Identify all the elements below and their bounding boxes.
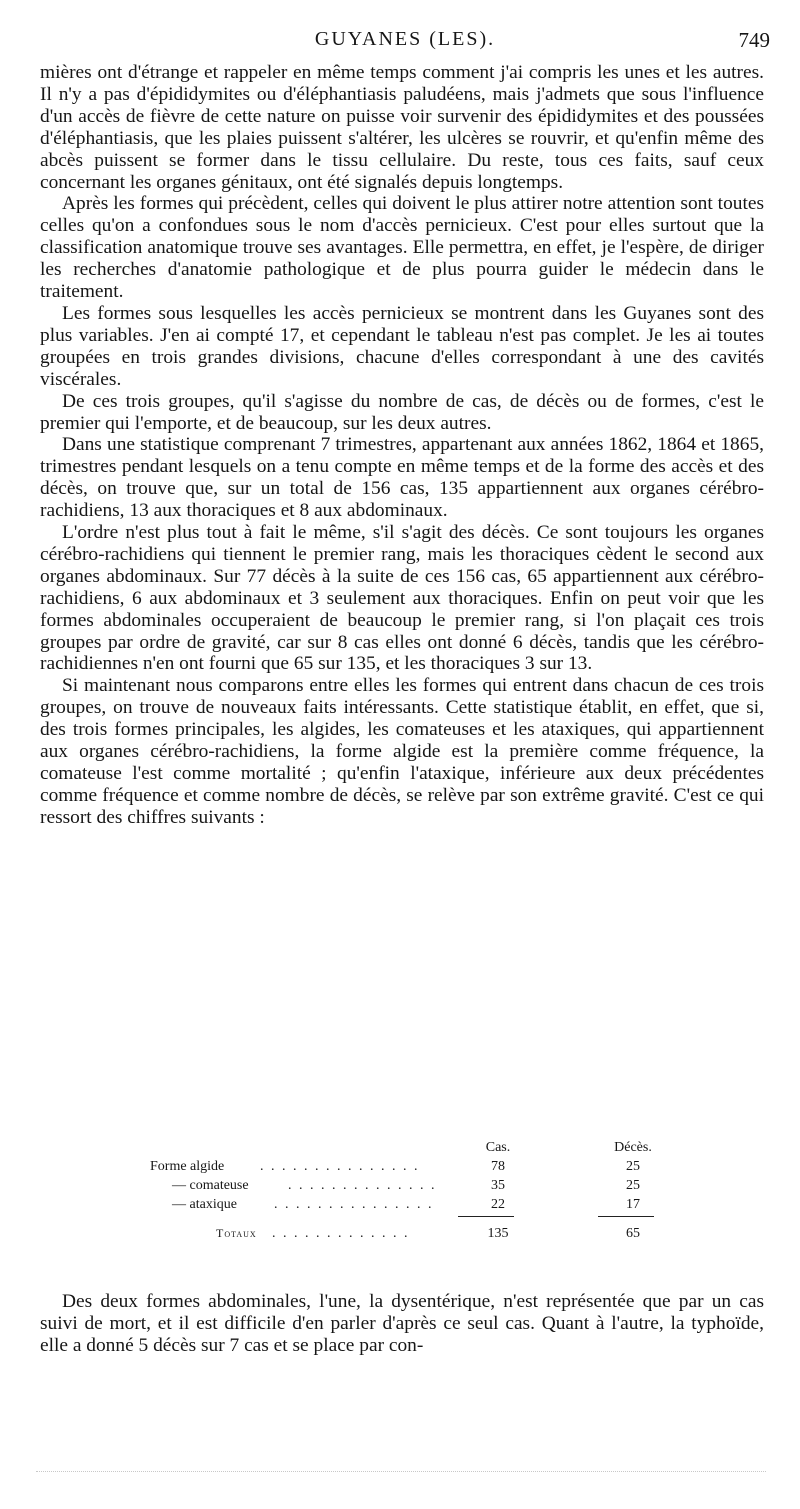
bleed-through-line xyxy=(36,1471,766,1475)
paragraph-guyanes-forms: Les formes sous lesquelles les accès pernicieux se montrent dans les Guyanes sont des plus variables. J'en ai compté 17, et cependant le tableau n'est pas complet. Je les ai toutes groupées en trois grandes divisions, chacune d'elles correspondant à une des cavités viscérales. xyxy=(40,302,764,390)
closing-text xyxy=(40,1291,764,1357)
paragraph-pernicious-forms: Après les formes qui précèdent, celles qui doivent le plus attirer notre attention sont toutes celles qu'on a confondues sous le nom d'accès pernicieux. C'est pour elles surtout que la classification anatomique trouve ses avantages. Elle permettra, en effet, je l'espère, de diriger les recherches d'anatomie pathologique et de plus pourra guider le médecin dans le traitement. xyxy=(40,193,764,303)
paragraph-three-groups: De ces trois groupes, qu'il s'agisse du nombre de cas, de décès ou de formes, c'est le premier qui l'emporte, et de beaucoup, sur les deux autres. xyxy=(40,390,764,434)
cell-total-cas: 135 xyxy=(487,1226,509,1241)
body-text xyxy=(40,62,764,829)
paragraph-statistics: Dans une statistique comprenant 7 trimestres, appartenant aux années 1862, 1864 et 1865, trimestres pendant lesquels on a tenu compte en même temps et de la forme des accès et des décès, on trouve que, sur un total de 156 cas, 135 appartiennent aux organes cérébro-rachidiens, 13 aux thoraciques et 8 aux abdominaux. xyxy=(40,434,764,522)
column-header-cas: Cas. xyxy=(485,1140,511,1155)
table-row xyxy=(150,1159,680,1178)
total-label: Totaux xyxy=(216,1226,257,1240)
leader-dots: . . . . . . . . . . . . . . . xyxy=(274,1197,434,1212)
cell-cas: 78 xyxy=(491,1159,505,1174)
paragraph-continuation: mières ont d'étrange et rappeler en même temps comment j'ai compris les unes et les autres. Il n'y a pas d'épididymites ou d'éléphantiasis paludéens, mais j'admets que sous l'influence d'un accès de fièvre de cette nature on puisse voir survenir des épididymites et des poussées d'éléphantiasis, que les plaies puissent s'altérer, les ulcères se rouvrir, et qu'enfin même des abcès puissent se former dans le tissu cellulaire. Du reste, tous ces faits, sauf ceux concernant les organes génitaux, ont été signalés depuis longtemps. xyxy=(40,62,764,193)
table-rule-row xyxy=(150,1216,680,1226)
row-label: — comateuse xyxy=(172,1178,249,1193)
row-label: — ataxique xyxy=(172,1197,237,1212)
total-rule-deces xyxy=(598,1216,654,1217)
page-number: 749 xyxy=(738,28,770,52)
page-header xyxy=(40,28,770,58)
paragraph-abdominal-forms: Des deux formes abdominales, l'une, la dysentérique, n'est représentée que par un cas suivi de mort, et il est difficile d'en parler d'après ce seul cas. Quant à l'autre, la typhoïde, elle a donné 5 décès sur 7 cas et se place par con- xyxy=(40,1291,764,1356)
paragraph-forms-comparison: Si maintenant nous comparons entre elles les formes qui entrent dans chacun de ces trois groupes, on trouve de nouveaux faits intéressants. Cette statistique établit, en effet, que si, des trois formes principales, les algides, les comateuses et les ataxiques, qui appartiennent aux organes cérébro-rachidiens, la forme algide est la première comme fréquence, la comateuse l'est comme mortalité ; qu'enfin l'ataxique, inférieure aux deux précédentes comme fréquence et comme nombre de décès, se relève par son extrême gravité. C'est ce qui ressort des chiffres suivants : xyxy=(40,675,764,828)
cell-deces: 17 xyxy=(626,1197,640,1212)
cell-total-deces: 65 xyxy=(626,1226,640,1241)
cell-cas: 35 xyxy=(491,1178,505,1193)
row-label: Forme algide xyxy=(150,1159,225,1174)
running-title: GUYANES (LES). xyxy=(314,28,496,50)
table-total-row xyxy=(150,1226,680,1245)
total-rule-cas xyxy=(458,1216,514,1217)
cell-deces: 25 xyxy=(626,1159,640,1174)
table-row xyxy=(150,1178,680,1197)
mortality-table xyxy=(150,1140,680,1245)
column-header-deces: Décès. xyxy=(614,1140,652,1155)
leader-dots: . . . . . . . . . . . . . . xyxy=(288,1178,437,1193)
leader-dots: . . . . . . . . . . . . . . . xyxy=(260,1159,420,1174)
cell-cas: 22 xyxy=(491,1197,505,1212)
cell-deces: 25 xyxy=(626,1178,640,1193)
leader-dots: . . . . . . . . . . . . . xyxy=(272,1226,410,1241)
paragraph-deaths-order: L'ordre n'est plus tout à fait le même, s'il s'agit des décès. Ce sont toujours les organes cérébro-rachidiens qui tiennent le premier rang, mais les thoraciques cèdent le second aux organes abdominaux. Sur 77 décès à la suite de ces 156 cas, 65 appartiennent aux cérébro-rachidiens, 6 aux abdominaux et 3 seulement aux thoraciques. Enfin on peut voir que les formes abdominales occuperaient de beaucoup le premier rang, si l'on plaçait ces trois groupes par ordre de gravité, car sur 8 cas elles ont donné 6 décès, tandis que les cérébro-rachidiennes n'en ont fourni que 65 sur 135, et les thoraciques 3 sur 13. xyxy=(40,522,764,675)
table-row xyxy=(150,1197,680,1216)
table-header-row xyxy=(150,1140,680,1159)
